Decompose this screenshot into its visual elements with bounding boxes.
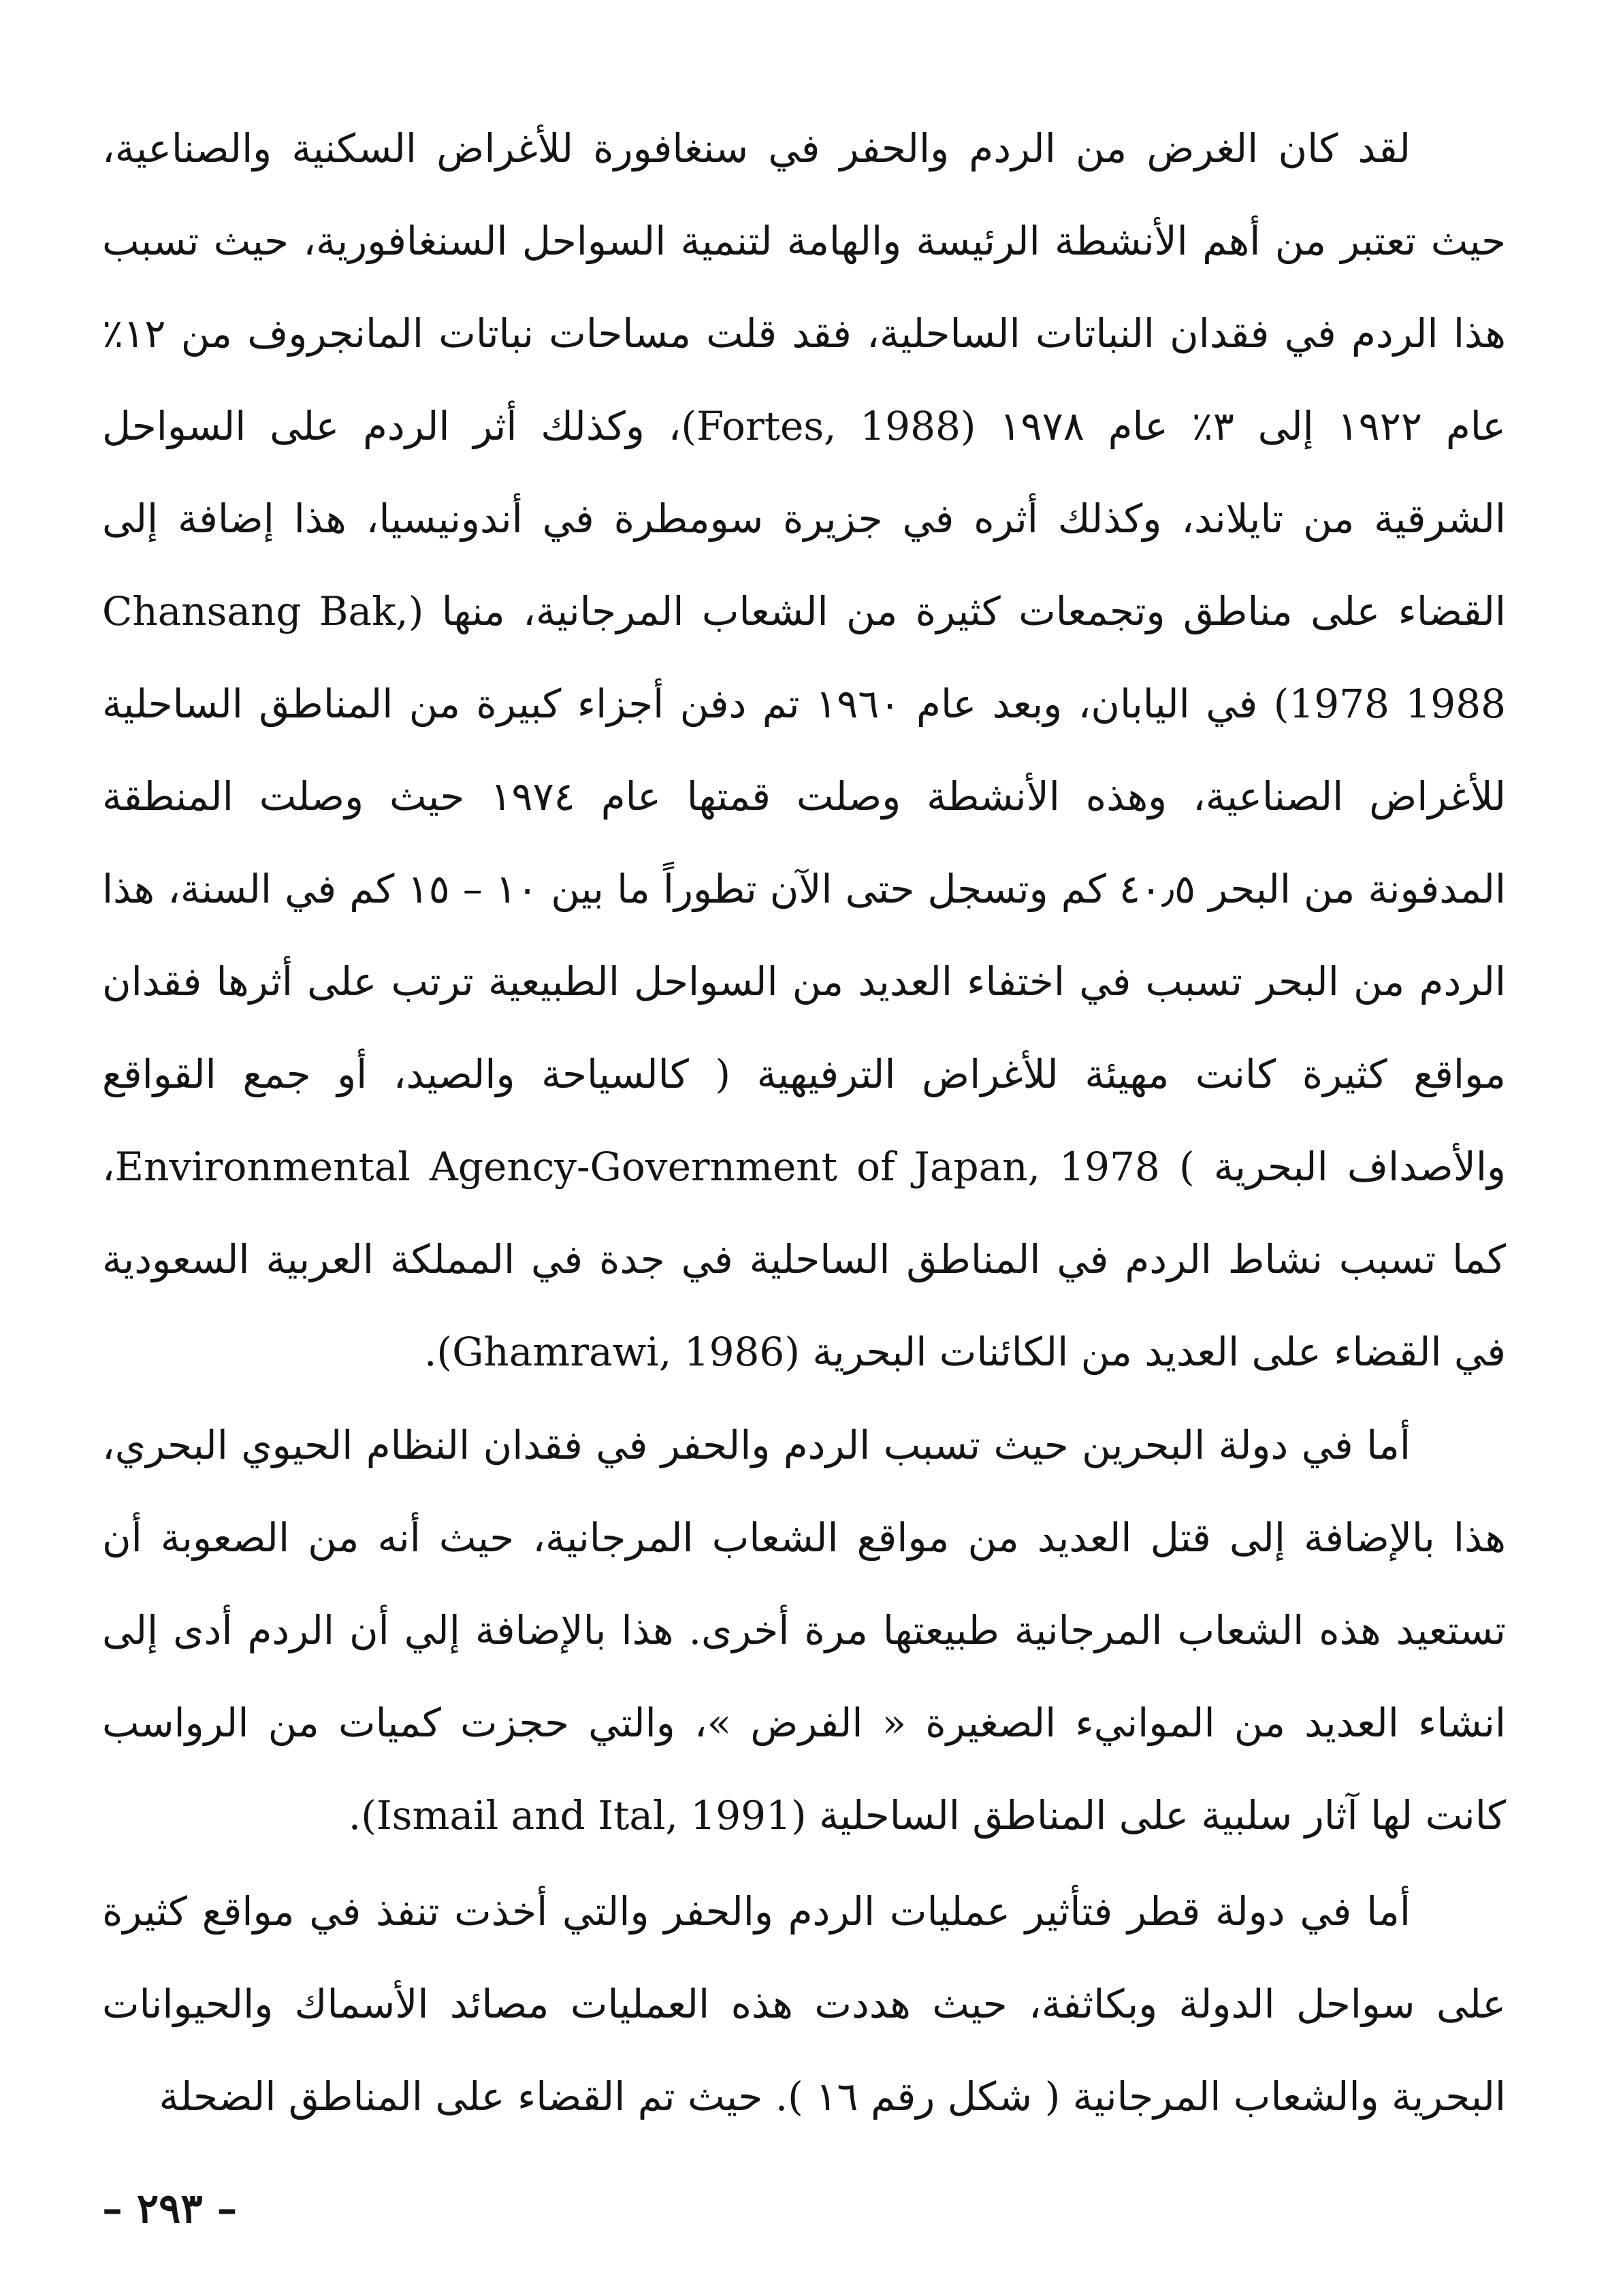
paragraph-1: لقد كان الغرض من الردم والحفر في سنغافورة للأغراض السكنية والصناعية، حيث تعتبر من أهم الأنشطة الرئيسة والهامة لتنمية السواحل السنغافورية، حيث تسبب هذا الردم في فقدان النباتات الساحلية، فقد قلت مساحات نباتات المانجروف من ١٢٪ عام ١٩٢٢ إلى ٣٪ عام ١٩٧٨ (Fortes, 1988)، وكذلك أثر الردم على السواحل الشرقية من تايلاند، وكذلك أثره في جزيرة سومطرة في أندونيسيا، هذا إضافة إلى القضاء على مناطق وتجمعات كثيرة من الشعاب المرجانية، منها (Chansang Bak, 1978 1988) في اليابان، وبعد عام ١٩٦٠ تم دفن أجزاء كبيرة من المناطق الساحلية للأغراض الصناعية، وهذه الأنشطة وصلت قمتها عام ١٩٧٤ حيث وصلت المنطقة المدفونة من البحر ٤٠٫٥ كم وتسجل حتى الآن تطوراً ما بين ١٠ – ١٥ كم في السنة، هذا الردم من البحر تسبب في اختفاء العديد من السواحل الطبيعية ترتب على أثرها فقدان مواقع كثيرة كانت مهيئة للأغراض الترفيهية ( كالسياحة والصيد، أو جمع القواقع والأصداف البحرية ) Environmental Agency-Government of Japan, 1978، كما تسبب نشاط الردم في المناطق الساحلية في جدة في المملكة العربية السعودية في القضاء على العديد من الكائنات البحرية (Ghamrawi, 1986).: [102, 125, 1507, 1375]
paragraph-3: أما في دولة قطر فتأثير عمليات الردم والحفر والتي أخذت تنفذ في مواقع كثيرة على سواحل الدولة وبكاثفة، حيث هددت هذه العمليات مصائد الأسماك والحيوانات البحرية والشعاب المرجانية ( شكل رقم ١٦ ). حيث تم القضاء على المناطق الضحلة: [102, 1888, 1506, 2120]
paragraph-2: أما في دولة البحرين حيث تسبب الردم والحفر في فقدان النظام الحيوي البحري، هذا بالإضافة إلى قتل العديد من مواقع الشعاب المرجانية، حيث أنه من الصعوبة أن تستعيد هذه الشعاب المرجانية طبيعتها مرة أخرى. هذا بالإضافة إلي أن الردم أدى إلى انشاء العديد من الموانيء الصغيرة « الفرض »، والتي حجزت كميات من الرواسب كانت لها آثار سلبية على المناطق الساحلية (Ismail and Ital, 1991).: [102, 1422, 1506, 1839]
document-page: [102, 102, 1507, 2233]
page-number: – ٢٩٣ –: [102, 2185, 238, 2233]
